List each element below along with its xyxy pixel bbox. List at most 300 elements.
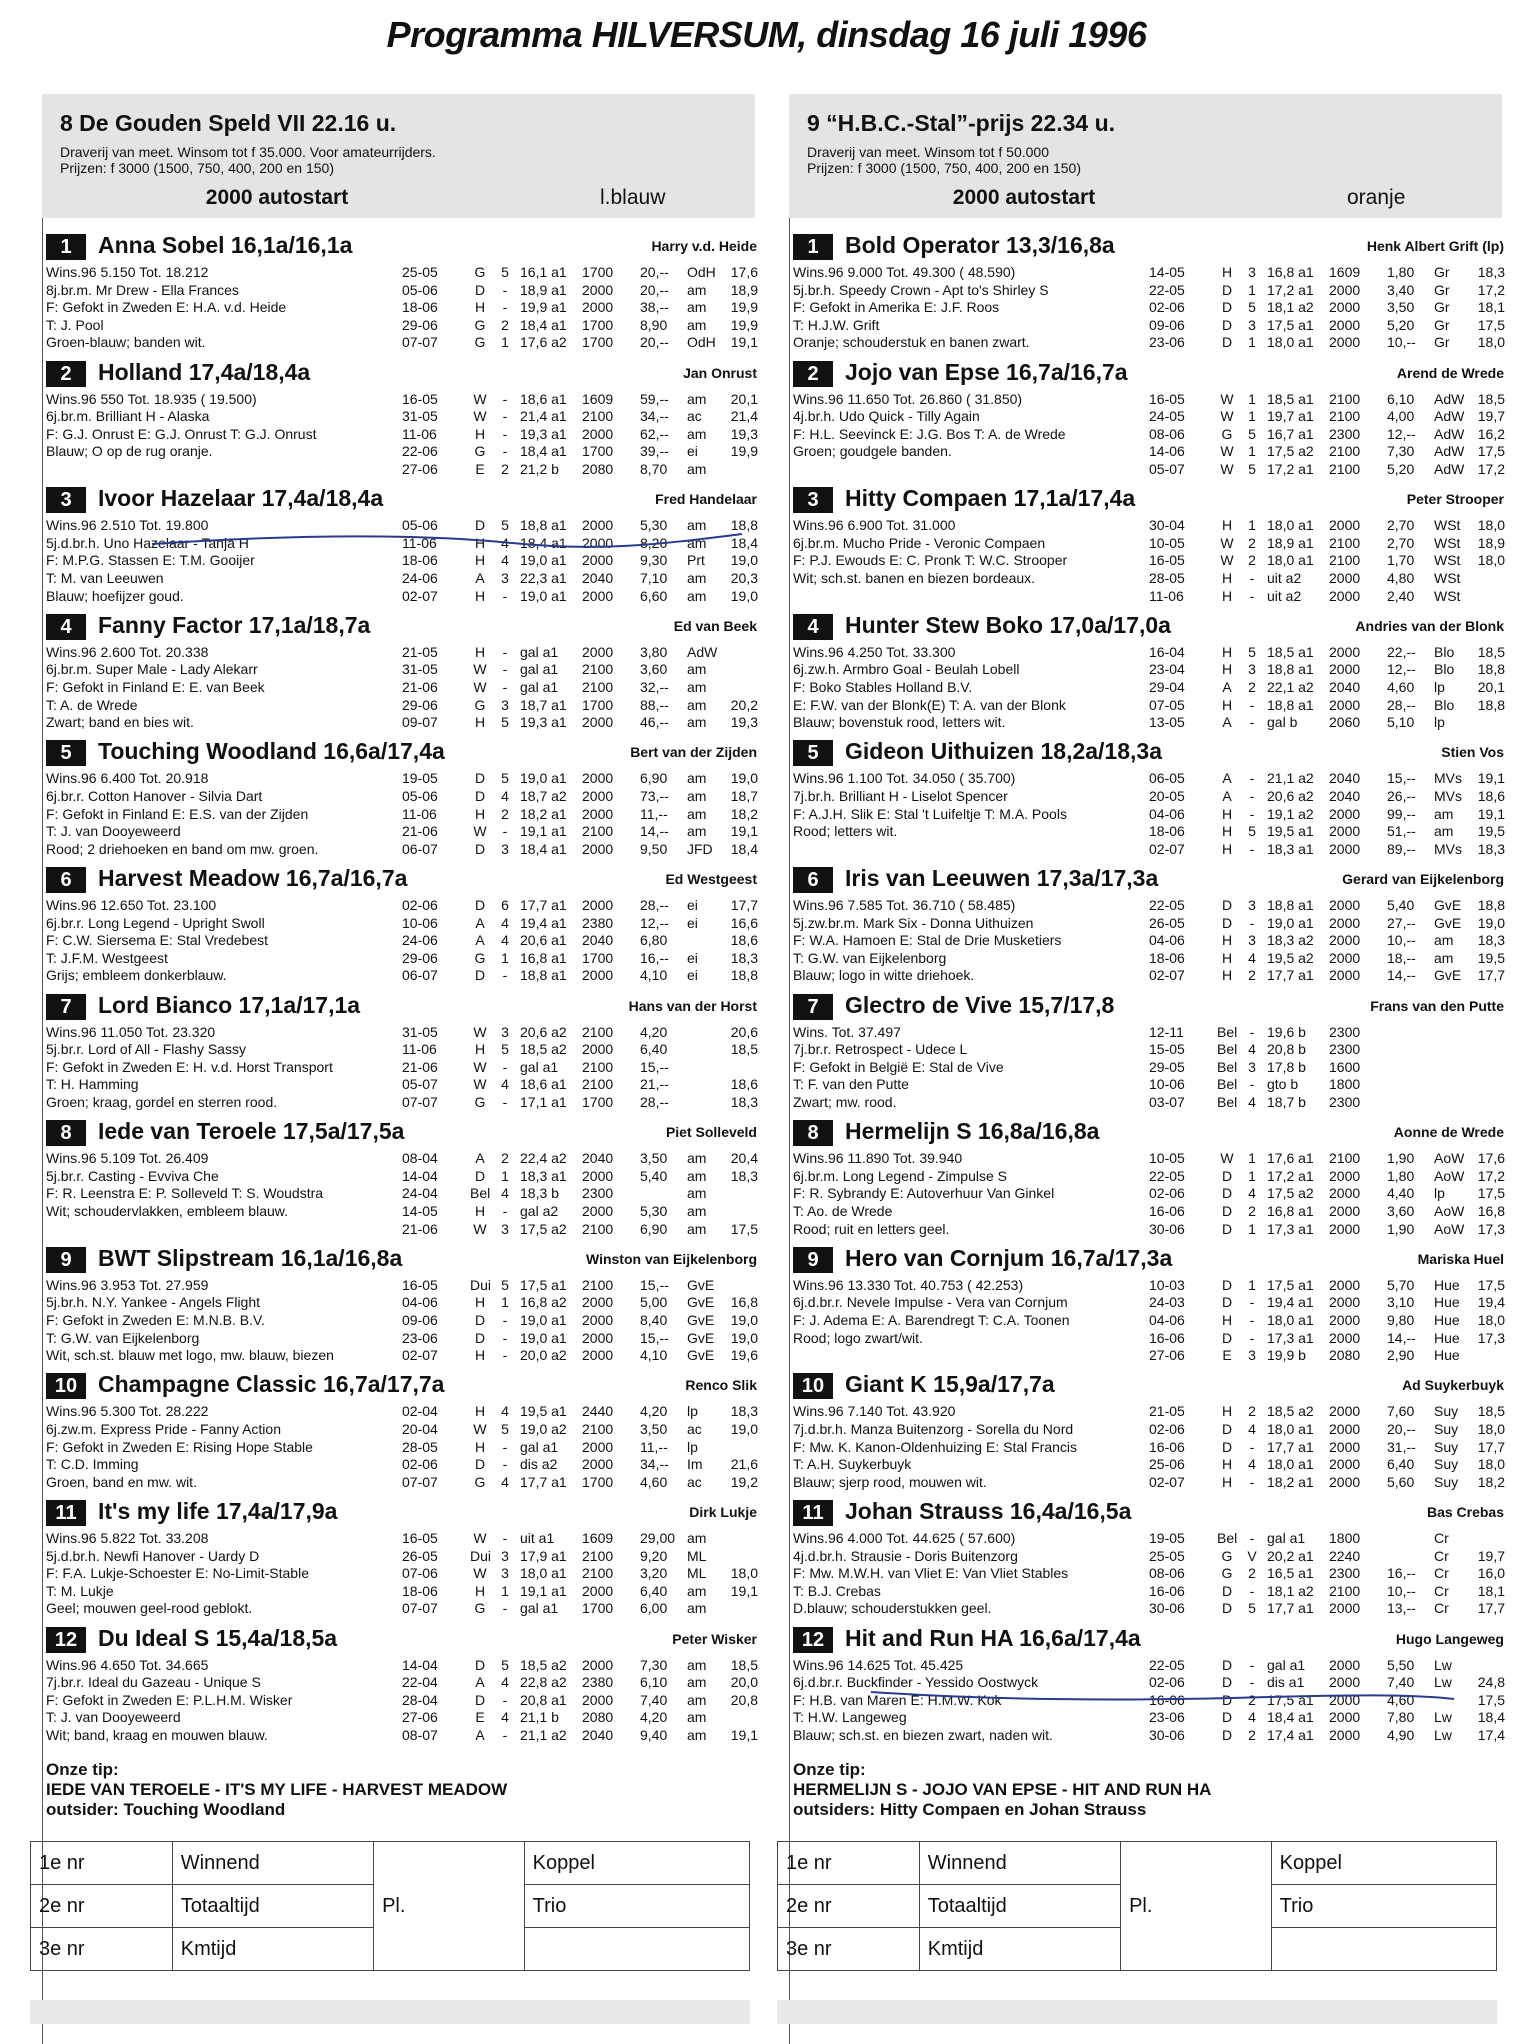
form-cell[interactable]: 3e nr — [31, 1928, 173, 1971]
result-cell: D — [1221, 1329, 1233, 1346]
form-cell[interactable]: Winnend — [172, 1842, 373, 1885]
result-cell: MVs — [1434, 787, 1462, 804]
result-cell: 18,7 — [730, 787, 758, 804]
result-cell: H — [1221, 1456, 1233, 1473]
result-cell: 19,0 — [1477, 914, 1505, 931]
result-cell: 1 — [1248, 334, 1256, 351]
result-cell: W — [1220, 460, 1234, 477]
result-cell: V — [1247, 1547, 1257, 1564]
horse-entry — [42, 487, 757, 611]
result-row — [1149, 644, 1505, 662]
result-cell: 3 — [501, 696, 509, 713]
result-row — [402, 1727, 758, 1745]
result-cell: 2440 — [582, 1403, 614, 1420]
result-cell: 5,20 — [1387, 460, 1415, 477]
result-cell: am — [687, 1600, 707, 1617]
result-row — [1149, 1709, 1505, 1727]
result-cell: 18,6 — [1477, 787, 1505, 804]
result-cell: Dui — [470, 1547, 492, 1564]
results-table — [1149, 770, 1505, 858]
result-cell: 20,8 — [730, 1691, 758, 1708]
result-cell: am — [687, 281, 707, 298]
horse-number-badge: 3 — [46, 487, 86, 513]
result-cell: 7,30 — [1387, 443, 1415, 460]
result-cell: 02-06 — [1149, 1185, 1185, 1202]
horse-entry — [789, 487, 1504, 611]
result-cell: 14-04 — [402, 1167, 438, 1184]
result-cell: 22-05 — [1149, 1656, 1185, 1673]
form-cell[interactable]: Winnend — [919, 1842, 1120, 1885]
horse-number-badge: 9 — [46, 1247, 86, 1273]
horse-info-line: Groen; kraag, gordel en sterren rood. — [46, 1093, 278, 1110]
result-cell: 17,5 a1 — [1267, 1691, 1314, 1708]
result-cell: 19,1 — [730, 1726, 758, 1743]
result-cell: 1700 — [582, 1093, 614, 1110]
result-cell: gto b — [1267, 1076, 1299, 1093]
horse-info-line: F: A.J.H. Slik E: Stal 't Luifeltje T: M.A. Pools — [793, 805, 1067, 822]
result-cell: H — [474, 534, 486, 551]
result-cell: 15-05 — [1149, 1041, 1185, 1058]
result-cell: 2000 — [1329, 805, 1361, 822]
horse-info — [46, 644, 265, 732]
result-cell: 2040 — [582, 932, 614, 949]
result-cell: 20,3 — [730, 569, 758, 586]
result-cell: 4 — [1248, 949, 1256, 966]
result-cell: 7,80 — [1387, 1709, 1415, 1726]
result-cell: W — [473, 1023, 487, 1040]
result-cell: 1700 — [582, 1600, 614, 1617]
result-cell: 21,2 b — [520, 460, 559, 477]
result-cell: 5 — [501, 264, 509, 280]
result-cell: - — [502, 299, 508, 316]
horse-number-badge: 5 — [793, 740, 833, 766]
horse-number-badge: 1 — [46, 234, 86, 260]
result-cell: Gr — [1434, 264, 1450, 280]
result-cell: 5 — [501, 714, 509, 731]
result-cell: 09-06 — [402, 1311, 438, 1328]
result-cell: Cr — [1434, 1582, 1449, 1599]
result-cell: 16-05 — [402, 390, 438, 407]
result-cell: 39,-- — [640, 443, 669, 460]
result-cell: 19,9 a1 — [520, 299, 567, 316]
horse-info-line: 7j.br.r. Retrospect - Udece L — [793, 1041, 968, 1058]
form-cell[interactable]: Koppel — [1271, 1842, 1496, 1885]
race-title: 9 “H.B.C.-Stal”-prijs 22.34 u. — [807, 110, 1116, 136]
result-cell: 09-06 — [1149, 316, 1185, 333]
result-cell: 5 — [501, 770, 509, 787]
result-cell: 5 — [501, 1420, 509, 1437]
result-cell: W — [473, 678, 487, 695]
result-row — [402, 714, 758, 732]
result-cell: 2000 — [1329, 1420, 1361, 1437]
result-cell: 19,1 — [1477, 770, 1505, 787]
result-cell: 18,0 — [1477, 1456, 1505, 1473]
result-cell: 17,5 a2 — [1267, 1185, 1314, 1202]
result-cell: - — [502, 1329, 508, 1346]
result-cell: - — [1249, 914, 1255, 931]
horse-info — [793, 770, 1067, 858]
horse-info-line: 7j.br.h. Brilliant H - Liselot Spencer — [793, 787, 1008, 804]
form-cell[interactable] — [524, 1928, 749, 1971]
result-cell: 2000 — [582, 534, 614, 551]
result-cell: 3,20 — [640, 1565, 668, 1582]
result-cell: 3 — [1248, 1347, 1256, 1364]
result-cell: Gr — [1434, 334, 1450, 351]
result-cell: am — [687, 587, 707, 604]
result-cell: 17,5 — [1477, 316, 1505, 333]
result-cell: 6,80 — [640, 932, 668, 949]
result-cell: A — [1222, 787, 1232, 804]
horse-info-line — [793, 461, 1066, 479]
result-row — [1149, 443, 1505, 461]
result-cell: 02-07 — [1149, 967, 1185, 984]
result-row — [402, 1294, 758, 1312]
form-cell[interactable]: 1e nr — [31, 1842, 173, 1885]
result-cell: 18,3 — [730, 1093, 758, 1110]
result-cell: 18,5 a2 — [1267, 1403, 1314, 1420]
result-cell: H — [474, 552, 486, 569]
result-cell: am — [1434, 823, 1454, 840]
result-cell: 2000 — [1329, 1691, 1361, 1708]
result-cell: 20,2 a1 — [1267, 1547, 1314, 1564]
result-row — [402, 841, 758, 859]
result-cell: 2000 — [1329, 914, 1361, 931]
result-row — [1149, 299, 1505, 317]
form-cell[interactable]: 3e nr — [778, 1928, 920, 1971]
result-cell: 9,20 — [640, 1547, 668, 1564]
result-cell: 17,6 a2 — [520, 334, 567, 351]
result-row — [1149, 1692, 1505, 1710]
result-cell: 30-06 — [1149, 1600, 1185, 1617]
result-cell: 18,8 — [1477, 897, 1505, 913]
result-cell: MVs — [1434, 770, 1462, 787]
horse-number-badge: 4 — [46, 614, 86, 640]
race-distance: 2000 autostart — [952, 186, 1096, 209]
horse-info-line: Zwart; band en bies wit. — [46, 714, 194, 731]
result-cell: 19,0 — [730, 587, 758, 604]
form-cell[interactable]: Pl. — [374, 1842, 525, 1971]
result-cell: 2100 — [582, 661, 614, 678]
result-row — [1149, 1530, 1505, 1548]
horse-info-line: F: W.A. Hamoen E: Stal de Drie Musketiers — [793, 932, 1062, 949]
result-cell: - — [502, 1530, 508, 1546]
driver-name: Piet Solleveld — [665, 1124, 757, 1141]
result-cell: A — [1222, 714, 1232, 731]
race-conditions — [807, 144, 1081, 176]
result-cell: am — [687, 517, 707, 534]
form-cell[interactable]: Totaaltijd — [172, 1885, 373, 1928]
result-cell: 4 — [1248, 1456, 1256, 1473]
results-table — [402, 1657, 758, 1745]
result-cell: am — [687, 1530, 707, 1546]
horse-info-line: Wins.96 4.000 Tot. 44.625 ( 57.600) — [793, 1530, 1016, 1546]
result-cell: gal a1 — [520, 643, 559, 660]
result-cell: 09-07 — [402, 714, 438, 731]
result-row — [402, 1692, 758, 1710]
horse-info-line: 6j.br.r. Cotton Hanover - Silvia Dart — [46, 787, 263, 804]
result-cell: 15,-- — [640, 1058, 669, 1075]
result-cell: 1700 — [582, 1473, 614, 1490]
result-cell: 10-06 — [1149, 1076, 1185, 1093]
result-cell: 18,3 — [730, 949, 758, 966]
horse-number-badge: 9 — [793, 1247, 833, 1273]
horse-info-line: Wins.96 2.510 Tot. 19.800 — [46, 517, 209, 534]
result-cell: - — [1249, 714, 1255, 731]
form-cell[interactable]: 2e nr — [31, 1885, 173, 1928]
result-cell: 16,8 a1 — [520, 949, 567, 966]
horse-info-line: 6j.zw.m. Express Pride - Fanny Action — [46, 1420, 281, 1437]
result-cell: 18,0 a1 — [1267, 1420, 1314, 1437]
horse-info-line: Wins.96 11.890 Tot. 39.940 — [793, 1150, 963, 1167]
horse-name: Iris van Leeuwen 17,3a/17,3a — [845, 865, 1159, 891]
result-cell: am — [1434, 805, 1454, 822]
result-cell: 19,9 — [730, 443, 758, 460]
results-table — [402, 644, 758, 732]
form-cell[interactable]: Trio — [524, 1885, 749, 1928]
horse-name: Fanny Factor 17,1a/18,7a — [98, 611, 371, 638]
horse-info-line: T: A. de Wrede — [46, 696, 138, 713]
result-cell: 4,60 — [1387, 678, 1415, 695]
result-cell: H — [474, 1202, 486, 1219]
horse-info-line: F: J. Adema E: A. Barendregt T: C.A. Toonen — [793, 1311, 1070, 1328]
horse-name: Bold Operator 13,3/16,8a — [845, 232, 1115, 258]
result-cell: 2000 — [1329, 1674, 1361, 1691]
result-cell: 19,4 a1 — [520, 914, 567, 931]
horse-entry — [789, 1624, 1505, 1751]
form-cell[interactable]: 1e nr — [778, 1842, 920, 1885]
horse-info-line: 6j.br.m. Super Male - Lady Alekarr — [46, 661, 258, 678]
result-cell: 18,6 a1 — [520, 390, 567, 407]
horse-name: Hermelijn S 16,8a/16,8a — [845, 1118, 1100, 1145]
result-cell: A — [475, 1674, 485, 1691]
result-cell: - — [1249, 1294, 1255, 1311]
result-cell: G — [474, 949, 486, 966]
result-row — [402, 1059, 758, 1077]
horse-entry — [789, 358, 1505, 485]
result-cell: 19,3 — [730, 425, 758, 442]
result-cell: 2100 — [1329, 1582, 1361, 1599]
result-cell: 89,-- — [1387, 840, 1416, 857]
form-cell[interactable]: Kmtijd — [172, 1928, 373, 1971]
result-cell: 2000 — [1329, 967, 1361, 984]
result-row — [402, 552, 758, 570]
result-cell: H — [1221, 643, 1233, 660]
result-cell: 2040 — [1329, 678, 1361, 695]
result-cell: 28,-- — [1387, 696, 1416, 713]
horse-number-badge: 7 — [46, 994, 86, 1020]
result-cell: 2000 — [1329, 316, 1361, 333]
result-row — [1149, 570, 1505, 588]
result-cell: am — [687, 1726, 707, 1743]
result-cell: 08-06 — [1149, 425, 1185, 442]
result-cell: 2300 — [1329, 425, 1361, 442]
result-cell: 2040 — [582, 569, 614, 586]
result-cell: - — [1249, 1530, 1255, 1546]
driver-name: Harry v.d. Heide — [651, 238, 757, 254]
result-cell: H — [474, 1438, 486, 1455]
horse-name: Jojo van Epse 16,7a/16,7a — [845, 358, 1128, 385]
result-cell: 2 — [1248, 1565, 1256, 1582]
driver-name: Ed van Beek — [673, 617, 757, 634]
result-cell: WSt — [1434, 569, 1461, 586]
result-cell: 5,00 — [640, 1294, 668, 1311]
result-cell: 25-06 — [1149, 1456, 1185, 1473]
result-cell: ei — [687, 914, 698, 931]
driver-name: Hans van der Horst — [628, 997, 757, 1014]
result-cell: 2000 — [1329, 696, 1361, 713]
result-cell: 14,-- — [640, 823, 669, 840]
result-cell: Blo — [1434, 643, 1455, 660]
result-cell: 18,8 — [1477, 661, 1505, 678]
results-table — [402, 517, 758, 605]
horse-info-line: Wins.96 5.150 Tot. 18.212 — [46, 264, 209, 280]
result-cell: 18,5 — [730, 1041, 758, 1058]
horse-info-line — [793, 1347, 1070, 1365]
result-cell: gal a1 — [520, 1438, 559, 1455]
result-cell: D — [1221, 1691, 1233, 1708]
result-cell: 19,1 a2 — [1267, 805, 1314, 822]
result-cell: 14,-- — [1387, 967, 1416, 984]
driver-name: Henk Albert Grift (lp) — [1366, 238, 1504, 254]
result-cell: H — [474, 1403, 486, 1420]
horse-info-line: Grijs; embleem donkerblauw. — [46, 967, 227, 984]
form-cell[interactable]: Trio — [1271, 1885, 1496, 1928]
result-cell: - — [1249, 1329, 1255, 1346]
result-cell: GvE — [687, 1347, 715, 1364]
horse-entry — [42, 867, 757, 991]
result-cell: 21,-- — [640, 1076, 669, 1093]
result-cell: 2380 — [582, 914, 614, 931]
horse-number-badge: 6 — [793, 867, 833, 893]
horse-info — [793, 644, 1066, 732]
horse-name: BWT Slipstream 16,1a/16,8a — [98, 1244, 403, 1271]
result-cell: 17,5 a1 — [1267, 1276, 1314, 1293]
result-cell: gal a1 — [520, 661, 559, 678]
result-cell: 2000 — [1329, 1185, 1361, 1202]
result-cell: W — [473, 1076, 487, 1093]
driver-name: Bert van der Zijden — [630, 744, 757, 761]
result-cell: 2100 — [1329, 552, 1361, 569]
result-cell: 2000 — [1329, 1726, 1361, 1743]
result-cell: 4 — [501, 552, 509, 569]
horse-info — [46, 1657, 292, 1745]
result-cell: D — [1221, 1709, 1233, 1726]
result-cell: 2 — [501, 1150, 509, 1167]
result-cell: 2100 — [582, 1023, 614, 1040]
result-row — [402, 806, 758, 824]
result-cell: 4,10 — [640, 1347, 668, 1364]
result-cell: D — [1221, 1582, 1233, 1599]
result-cell: 5 — [1248, 460, 1256, 477]
result-row — [402, 1150, 758, 1168]
result-cell: AoW — [1434, 1167, 1465, 1184]
result-cell: D — [1221, 1202, 1233, 1219]
form-cell[interactable]: Totaaltijd — [919, 1885, 1120, 1928]
result-cell: 17,7 — [730, 897, 758, 913]
result-cell: 17,5 a2 — [1267, 443, 1314, 460]
horse-name: Du Ideal S 15,4a/18,5a — [98, 1624, 338, 1651]
result-cell: 4 — [501, 1709, 509, 1726]
result-row — [1149, 1221, 1505, 1239]
horse-name: Hitty Compaen 17,1a/17,4a — [845, 485, 1136, 512]
horse-info-line: T: F. van den Putte — [793, 1076, 909, 1093]
result-cell: 16,8 — [1477, 1202, 1505, 1219]
result-cell: 19,0 — [730, 1420, 758, 1437]
result-cell: 7,30 — [640, 1656, 668, 1673]
result-cell: 18,0 a1 — [1267, 1311, 1314, 1328]
result-cell: 17,6 a1 — [1267, 1150, 1314, 1167]
result-cell: ac — [687, 408, 702, 425]
result-cell: am — [687, 1185, 707, 1202]
result-cell: 5 — [1248, 823, 1256, 840]
result-row — [1149, 1024, 1505, 1042]
result-cell: 17,5 — [1477, 1185, 1505, 1202]
result-cell: 18,6 a1 — [520, 1076, 567, 1093]
result-cell: 16,8 a2 — [520, 1294, 567, 1311]
result-cell: 2100 — [582, 1420, 614, 1437]
result-cell: 21,1 a2 — [520, 1726, 567, 1743]
result-cell: 2,90 — [1387, 1347, 1415, 1364]
result-cell: 2000 — [1329, 823, 1361, 840]
horse-info — [46, 1277, 334, 1365]
result-row — [1149, 1094, 1505, 1112]
horse-entry — [42, 358, 758, 485]
result-cell: D — [474, 1691, 486, 1708]
result-cell: 21,4 — [730, 408, 758, 425]
result-row — [1149, 1439, 1505, 1457]
horse-entry — [789, 1373, 1504, 1497]
result-cell: MVs — [1434, 840, 1462, 857]
result-cell: 4 — [1248, 1185, 1256, 1202]
horse-info-line: 4j.br.h. Udo Quick - Tilly Again — [793, 408, 980, 425]
form-cell[interactable] — [1271, 1928, 1496, 1971]
result-cell: 34,-- — [640, 1456, 669, 1473]
form-cell[interactable]: Kmtijd — [919, 1928, 1120, 1971]
form-cell[interactable]: Pl. — [1121, 1842, 1272, 1971]
horse-info-line: F: R. Leenstra E: P. Solleveld T: S. Woudstra — [46, 1185, 324, 1202]
horse-info-line: Wins.96 1.100 Tot. 34.050 ( 35.700) — [793, 770, 1016, 787]
horse-number-badge: 8 — [46, 1120, 86, 1146]
result-cell: 24-04 — [402, 1185, 438, 1202]
result-cell: AdW — [1434, 460, 1465, 477]
result-cell: am — [687, 805, 707, 822]
result-cell: 17,7 a1 — [1267, 1438, 1314, 1455]
result-cell: 18,6 — [730, 1076, 758, 1093]
horse-info-line: F: Gefokt in België E: Stal de Vive — [793, 1058, 1004, 1075]
result-cell: 27-06 — [1149, 1347, 1185, 1364]
result-cell: 2000 — [1329, 840, 1361, 857]
horse-info-line: T: M. Lukje — [46, 1582, 114, 1599]
result-cell: 5 — [501, 1276, 509, 1293]
form-cell[interactable]: Koppel — [524, 1842, 749, 1885]
horse-info-line: T: J. van Dooyeweerd — [46, 823, 181, 840]
result-cell: GvE — [1434, 967, 1462, 984]
result-cell: 2000 — [1329, 661, 1361, 678]
result-cell: 2000 — [1329, 1438, 1361, 1455]
horse-entry — [789, 867, 1504, 991]
result-row — [1149, 1727, 1505, 1745]
result-row — [402, 426, 758, 444]
horse-entry — [42, 740, 757, 864]
form-cell[interactable]: 2e nr — [778, 1885, 920, 1928]
result-cell: 07-07 — [402, 1600, 438, 1617]
result-cell: 18,8 a1 — [520, 517, 567, 534]
result-cell: - — [502, 1093, 508, 1110]
horse-info — [46, 517, 255, 605]
result-cell: GvE — [687, 1329, 715, 1346]
result-cell: am — [687, 787, 707, 804]
result-cell: 12-11 — [1149, 1023, 1184, 1040]
